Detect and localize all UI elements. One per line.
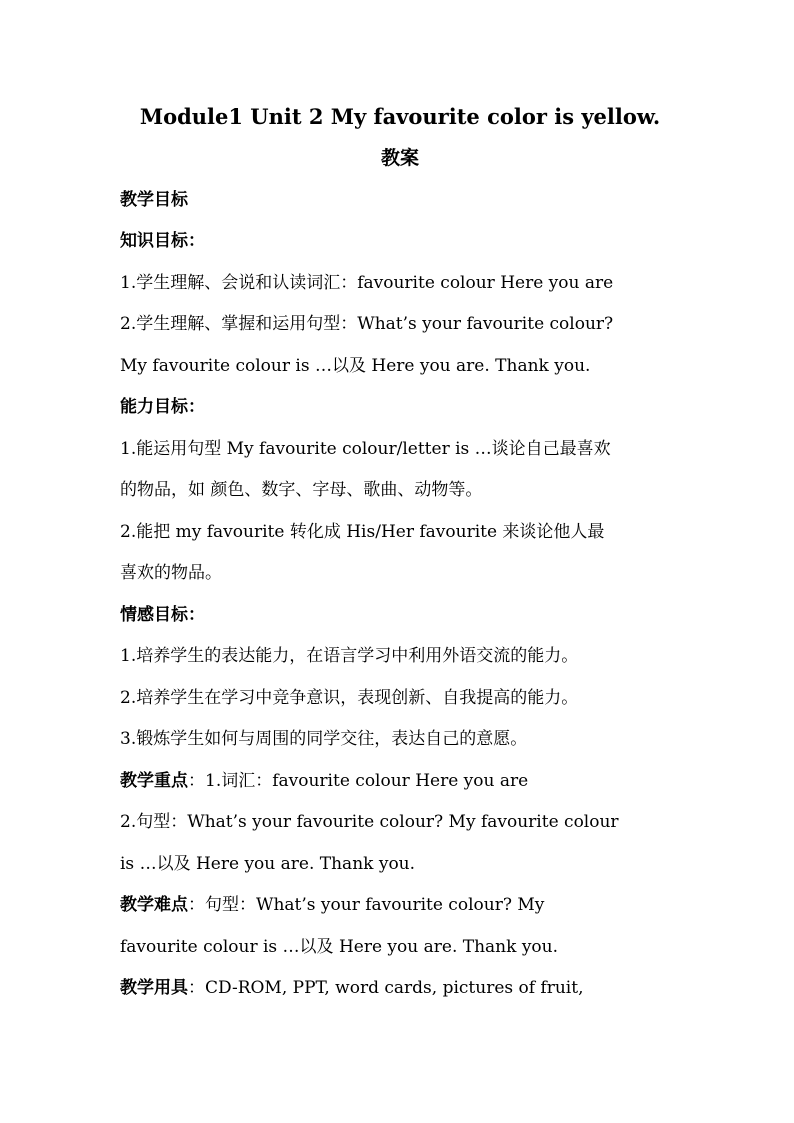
knowledge-goal-item: 1.学生理解、会说和认读词汇：favourite colour Here you are <box>120 272 614 293</box>
emotion-goal-item: 3.锻炼学生如何与周围的同学交往，表达自己的意愿。 <box>120 729 528 749</box>
difficult-points-continuation: favourite colour is …以及 Here you are. Thank you. <box>120 936 559 957</box>
key-points-text: ：1.词汇：favourite colour Here you are <box>188 770 529 791</box>
key-points-label: 教学重点 <box>120 770 188 791</box>
emotion-goal-item: 1.培养学生的表达能力，在语言学习中利用外语交流的能力。 <box>120 646 579 666</box>
emotion-goals-heading: 情感目标： <box>120 604 205 625</box>
ability-goal-item: 喜欢的物品。 <box>120 563 222 583</box>
difficult-points-label: 教学难点 <box>120 895 188 915</box>
teaching-aids-label: 教学用具 <box>120 978 188 998</box>
emotion-goal-item: 2.培养学生在学习中竞争意识，表现创新、自我提高的能力。 <box>120 687 579 708</box>
teaching-goals-heading: 教学目标 <box>120 189 188 210</box>
document-body <box>120 96 680 1010</box>
ability-goal-item: 2.能把 my favourite 转化成 His/Her favourite 来谈论他人最 <box>120 521 605 542</box>
difficult-points-line <box>120 885 680 927</box>
ability-goals-heading: 能力目标： <box>120 397 205 417</box>
key-points-continuation: is …以及 Here you are. Thank you. <box>120 853 416 874</box>
difficult-points-text: ：句型：What’s your favourite colour? My <box>188 895 545 915</box>
knowledge-goals-heading: 知识目标： <box>120 231 205 251</box>
ability-goal-item: 1.能运用句型 My favourite colour/letter is …谈论自己最喜欢 <box>120 438 611 459</box>
knowledge-goal-item: My favourite colour is …以及 Here you are. Thank you. <box>120 355 591 376</box>
key-points-line <box>120 761 680 803</box>
key-points-continuation: 2.句型：What’s your favourite colour? My favourite colour <box>120 812 619 832</box>
ability-goal-item: 的物品，如 颜色、数字、字母、歌曲、动物等。 <box>120 480 483 500</box>
document-subtitle: 教案 <box>380 147 419 169</box>
knowledge-goal-item: 2.学生理解、掌握和运用句型：What’s your favourite colour? <box>120 314 614 334</box>
teaching-aids-line <box>120 968 680 1010</box>
teaching-aids-text: ：CD-ROM, PPT, word cards, pictures of fruit, <box>188 978 584 998</box>
document-title: Module1 Unit 2 My favourite color is yellow. <box>139 104 661 129</box>
